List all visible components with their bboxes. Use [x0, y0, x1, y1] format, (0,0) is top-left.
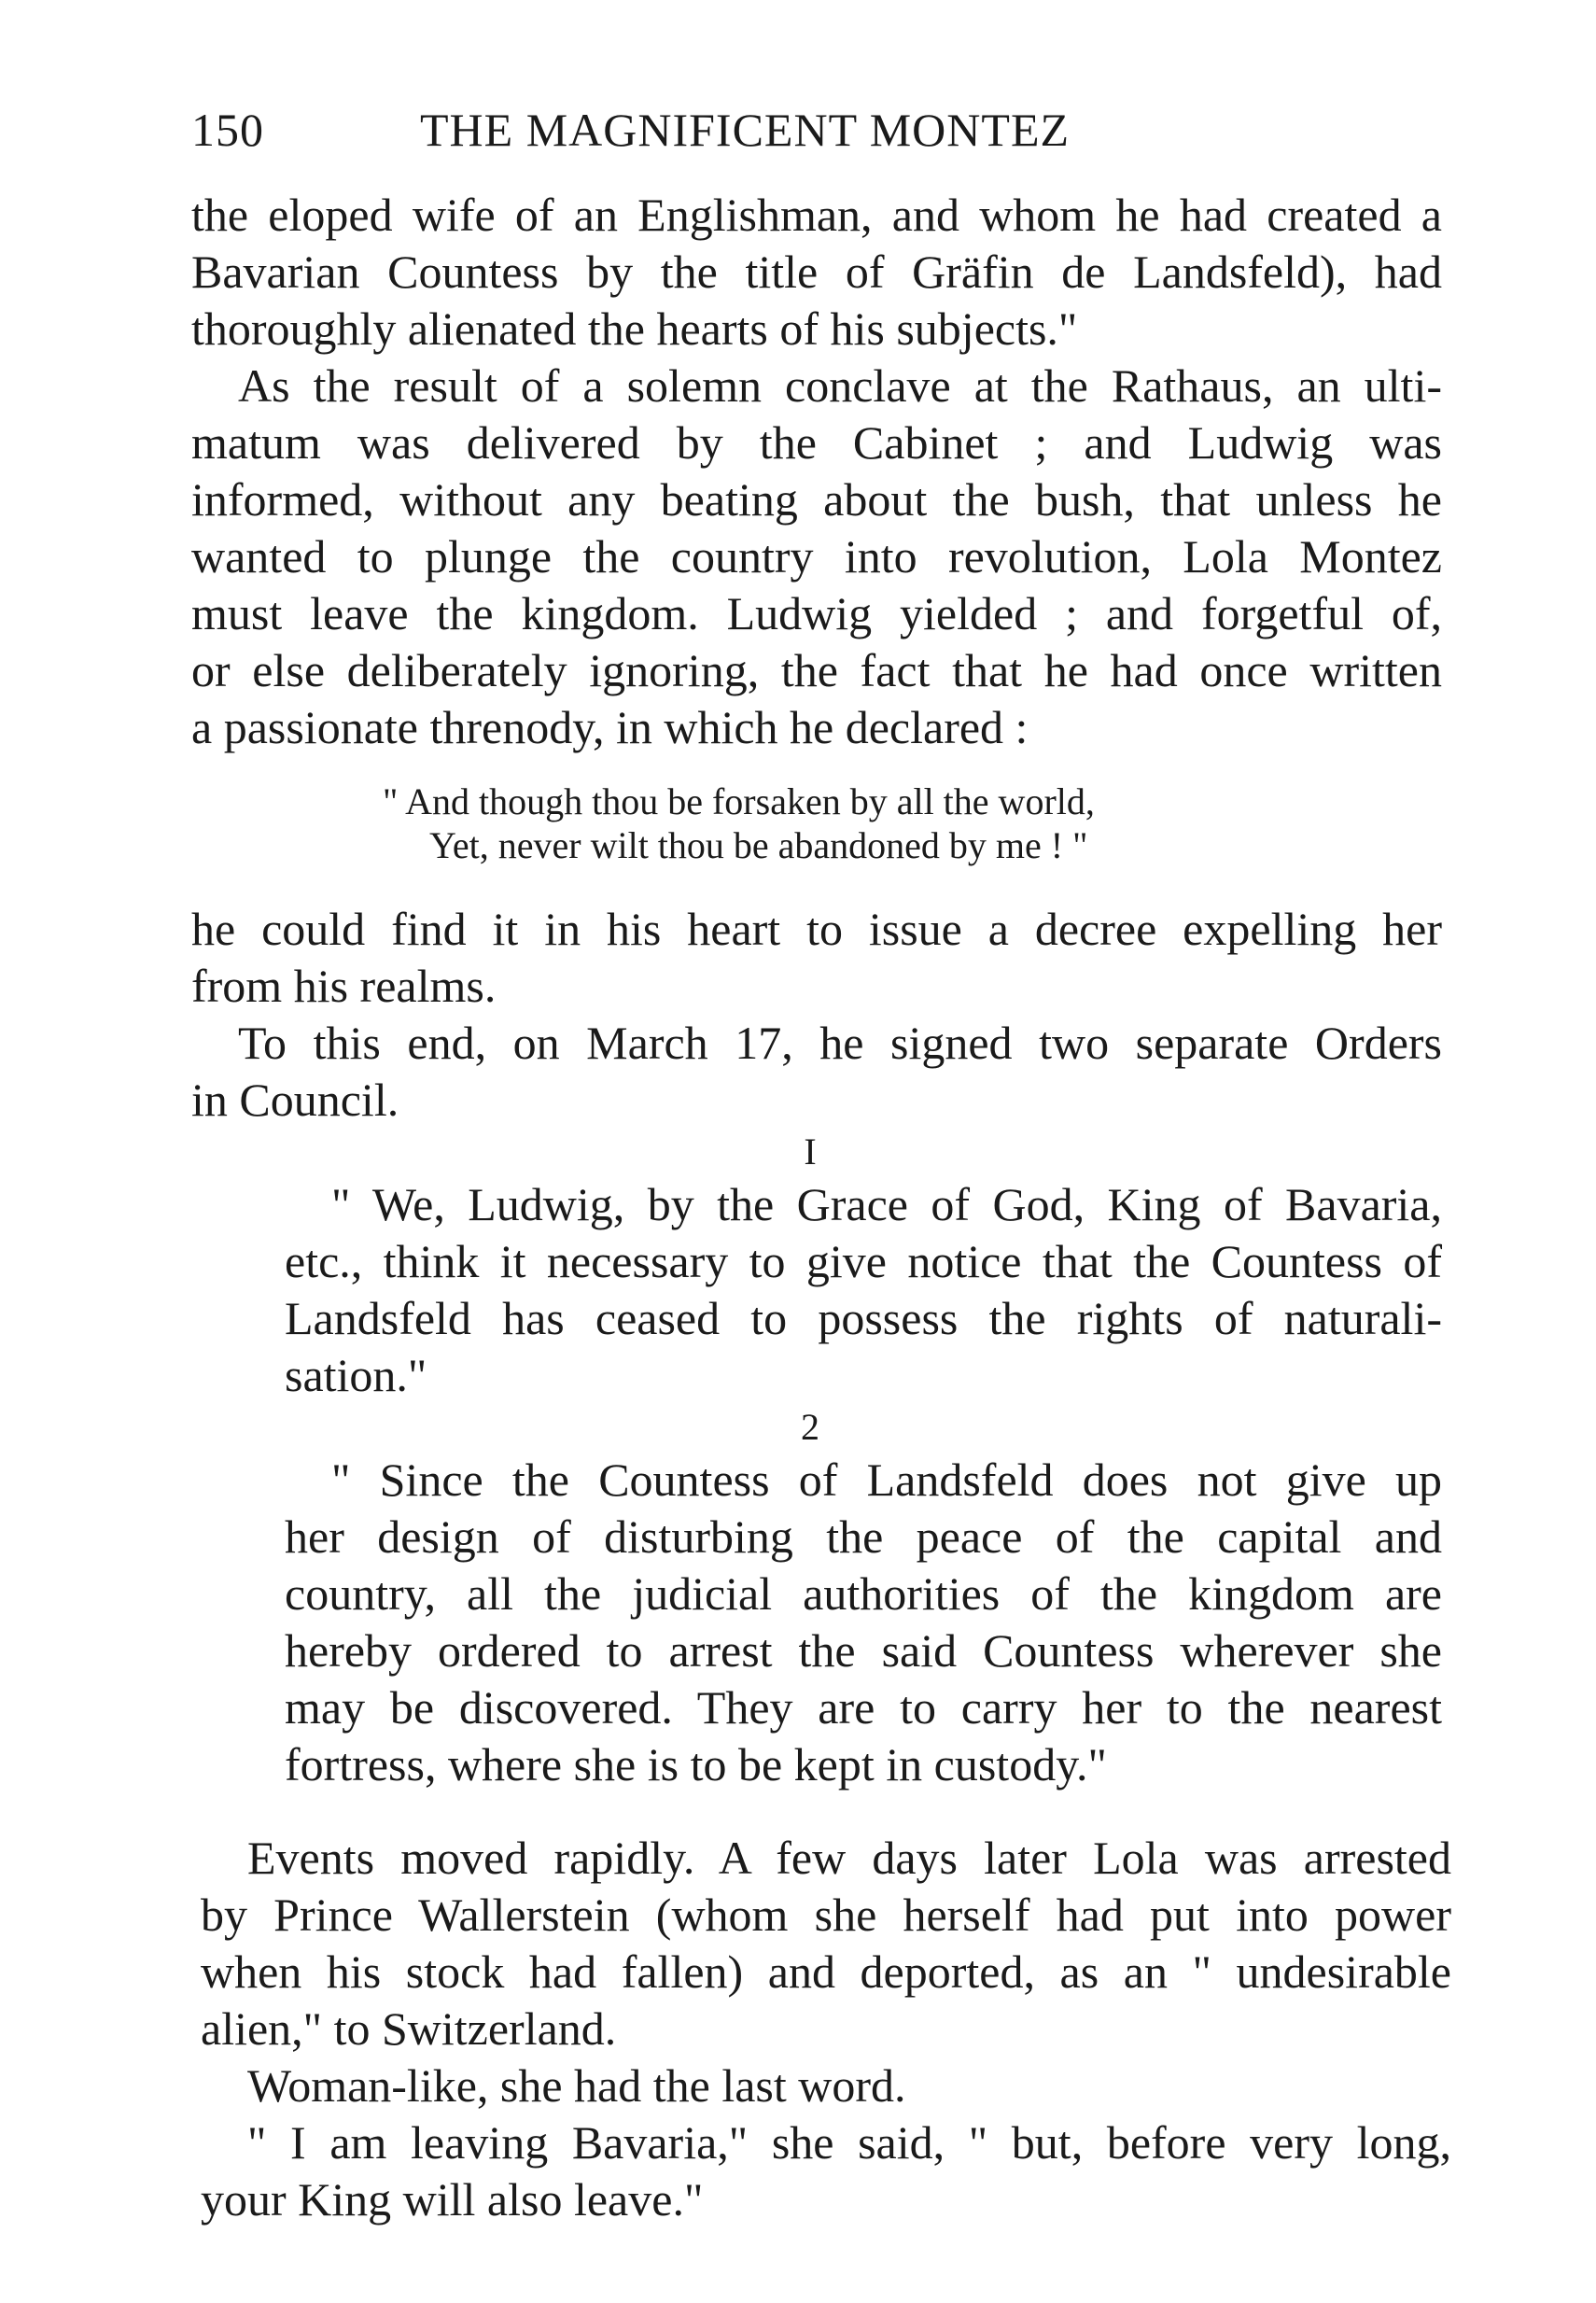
order-line: etc., think it necessary to give notice that the Countess of — [285, 1235, 1442, 1287]
verse-line: " And though thou be forsaken by all the world, — [383, 780, 1095, 822]
body-line: Woman-like, she had the last word. — [247, 2059, 906, 2112]
body-line: your King will also leave." — [201, 2173, 704, 2226]
order-line: hereby ordered to arrest the said Countess wherever she — [285, 1624, 1442, 1677]
body-line: alien," to Switzerland. — [201, 2002, 617, 2055]
order-number: 2 — [801, 1406, 819, 1448]
body-line: wanted to plunge the country into revolution, Lola Montez — [191, 530, 1442, 583]
body-line: " I am leaving Bavaria," she said, " but, before very long, — [247, 2116, 1451, 2169]
body-line: Bavarian Countess by the title of Gräfin de Landsfeld), had — [191, 246, 1442, 298]
body-line: or else deliberately ignoring, the fact that he had once written — [191, 644, 1442, 696]
order-line: fortress, where she is to be kept in custody." — [285, 1738, 1107, 1790]
order-line: her design of disturbing the peace of the capital and — [285, 1510, 1442, 1563]
body-line: thoroughly alienated the hearts of his subjects." — [191, 302, 1078, 355]
verse-line: Yet, never wilt thou be abandoned by me ! " — [429, 824, 1088, 866]
body-line: by Prince Wallerstein (whom she herself had put into power — [201, 1889, 1451, 1941]
body-line: matum was delivered by the Cabinet ; and Ludwig was — [191, 416, 1442, 469]
order-number: I — [804, 1130, 817, 1173]
body-line: from his realms. — [191, 960, 497, 1012]
body-line: must leave the kingdom. Ludwig yielded ; and forgetful of, — [191, 587, 1442, 639]
order-line: " Since the Countess of Landsfeld does not give up — [331, 1453, 1442, 1506]
body-line: a passionate threnody, in which he declared : — [191, 701, 1029, 753]
body-line: As the result of a solemn conclave at the Rathaus, an ulti- — [238, 359, 1442, 412]
body-line: when his stock had fallen) and deported, as an " undesirable — [201, 1945, 1451, 1998]
running-title: THE MAGNIFICENT MONTEZ — [420, 104, 1071, 156]
order-line: sation." — [285, 1349, 427, 1401]
body-line: in Council. — [191, 1074, 399, 1126]
order-line: may be discovered. They are to carry her to the nearest — [285, 1681, 1442, 1734]
order-line: country, all the judicial authorities of the kingdom are — [285, 1567, 1442, 1620]
page-number: 150 — [191, 104, 264, 156]
order-line: Landsfeld has ceased to possess the rights of naturali- — [285, 1292, 1442, 1344]
body-line: informed, without any beating about the bush, that unless he — [191, 473, 1442, 526]
running-header — [191, 103, 1498, 168]
order-line: " We, Ludwig, by the Grace of God, King of Bavaria, — [331, 1178, 1442, 1230]
body-line: the eloped wife of an Englishman, and whom he had created a — [191, 189, 1442, 241]
body-line: Events moved rapidly. A few days later Lola was arrested — [247, 1832, 1451, 1884]
body-line: he could find it in his heart to issue a decree expelling her — [191, 903, 1442, 955]
body-line: To this end, on March 17, he signed two separate Orders — [238, 1017, 1442, 1069]
